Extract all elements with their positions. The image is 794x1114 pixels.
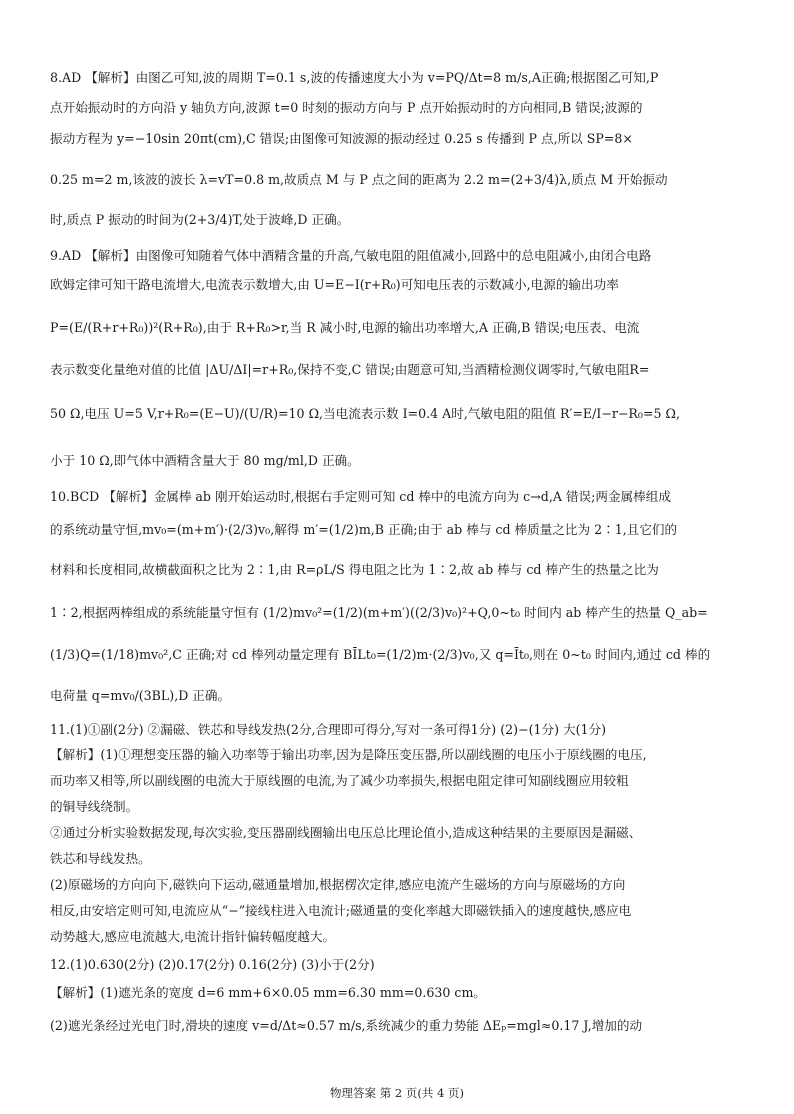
text-line: 12.(1)0.630(2分) (2)0.17(2分) 0.16(2分) (3)小于(2分): [50, 957, 375, 972]
text-line: 50 Ω,电压 U=5 V,r+R₀=(E−U)/(U/R)=10 Ω,当电流表示数 I=0.4 A时,气敏电阻的阻值 R′=E/I−r−R₀=5 Ω,: [50, 406, 680, 421]
text-line: 0.25 m=2 m,该波的波长 λ=vT=0.8 m,故质点 M 与 P 点之间的距离为 2.2 m=(2+3/4)λ,质点 M 开始振动: [50, 172, 668, 187]
text-line: 欧姆定律可知干路电流增大,电流表示数增大,由 U=E−I(r+R₀)可知电压表的示数减小,电源的输出功率: [50, 277, 619, 292]
text-line: 的系统动量守恒,mv₀=(m+m′)·(2/3)v₀,解得 m′=(1/2)m,B 正确;由于 ab 棒与 cd 棒质量之比为 2∶1,且它们的: [50, 522, 678, 537]
text-line: 时,质点 P 振动的时间为(2+3/4)T,处于波峰,D 正确。: [50, 212, 350, 227]
text-line: 相反,由安培定则可知,电流应从“−”接线柱进入电流计;磁通量的变化率越大即磁铁插入的速度越快,感应电: [50, 903, 632, 918]
text-line: 振动方程为 y=−10sin 20πt(cm),C 错误;由图像可知波源的振动经过 0.25 s 传播到 P 点,所以 SP=8×: [50, 131, 633, 146]
text-line: ②通过分析实验数据发现,每次实验,变压器副线圈输出电压总比理论值小,造成这种结果的主要原因是漏磁、: [50, 825, 642, 840]
text-line: 9.AD 【解析】由图像可知随着气体中酒精含量的升高,气敏电阻的阻值减小,回路中的总电阻减小,由闭合电路: [50, 248, 652, 263]
text-line: (2)原磁场的方向向下,磁铁向下运动,磁通量增加,根据楞次定律,感应电流产生磁场的方向与原磁场的方向: [50, 877, 626, 892]
text-line: (2)遮光条经过光电门时,滑块的速度 v=d/Δt≈0.57 m/s,系统减少的重力势能 ΔEₚ=mgl≈0.17 J,增加的动: [50, 1018, 643, 1033]
text-line: 的铜导线绕制。: [50, 799, 139, 814]
text-line: P=(E/(R+r+R₀))²(R+R₀),由于 R+R₀>r,当 R 减小时,电源的输出功率增大,A 正确,B 错误;电压表、电流: [50, 320, 640, 335]
text-line: 电荷量 q=mv₀/(3BL),D 正确。: [50, 688, 231, 703]
text-line: 1∶2,根据两棒组成的系统能量守恒有 (1/2)mv₀²=(1/2)(m+m′)((2/3)v₀)²+Q,0~t₀ 时间内 ab 棒产生的热量 Q_ab=: [50, 605, 708, 620]
text-line: 而功率又相等,所以副线圈的电流大于原线圈的电流,为了减少功率损失,根据电阻定律可知副线圈应用较粗: [50, 773, 629, 788]
text-line: 10.BCD 【解析】金属棒 ab 刚开始运动时,根据右手定则可知 cd 棒中的电流方向为 c→d,A 错误;两金属棒组成: [50, 489, 671, 504]
page-footer: 物理答案 第 2 页(共 4 页): [330, 1086, 464, 1100]
text-line: 【解析】(1)①理想变压器的输入功率等于输出功率,因为是降压变压器,所以副线圈的电压小于原线圈的电压,: [50, 747, 647, 762]
text-line: 材料和长度相同,故横截面积之比为 2∶1,由 R=ρL/S 得电阻之比为 1∶2,故 ab 棒与 cd 棒产生的热量之比为: [50, 562, 659, 577]
text-line: 点开始振动时的方向沿 y 轴负方向,波源 t=0 时刻的振动方向与 P 点开始振动时的方向相同,B 错误;波源的: [50, 100, 643, 115]
text-line: 动势越大,感应电流越大,电流计指针偏转幅度越大。: [50, 929, 336, 944]
text-line: 8.AD 【解析】由图乙可知,波的周期 T=0.1 s,波的传播速度大小为 v=PQ/Δt=8 m/s,A正确;根据图乙可知,P: [50, 70, 659, 85]
text-line: 小于 10 Ω,即气体中酒精含量大于 80 mg/ml,D 正确。: [50, 453, 360, 468]
text-line: 【解析】(1)遮光条的宽度 d=6 mm+6×0.05 mm=6.30 mm=0.630 cm。: [50, 985, 487, 1000]
text-line: 铁芯和导线发热。: [50, 851, 151, 866]
text-line: (1/3)Q=(1/18)mv₀²,C 正确;对 cd 棒列动量定理有 BĪLt₀=(1/2)m·(2/3)v₀,又 q=Īt₀,则在 0~t₀ 时间内,通过 cd 棒的: [50, 647, 711, 662]
text-line: 11.(1)①副(2分) ②漏磁、铁芯和导线发热(2分,合理即可得分,写对一条可得1分) (2)−(1分) 大(1分): [50, 722, 607, 737]
text-line: 表示数变化量绝对值的比值 |ΔU/ΔI|=r+R₀,保持不变,C 错误;由题意可知,当酒精检测仪调零时,气敏电阻R=: [50, 362, 650, 377]
